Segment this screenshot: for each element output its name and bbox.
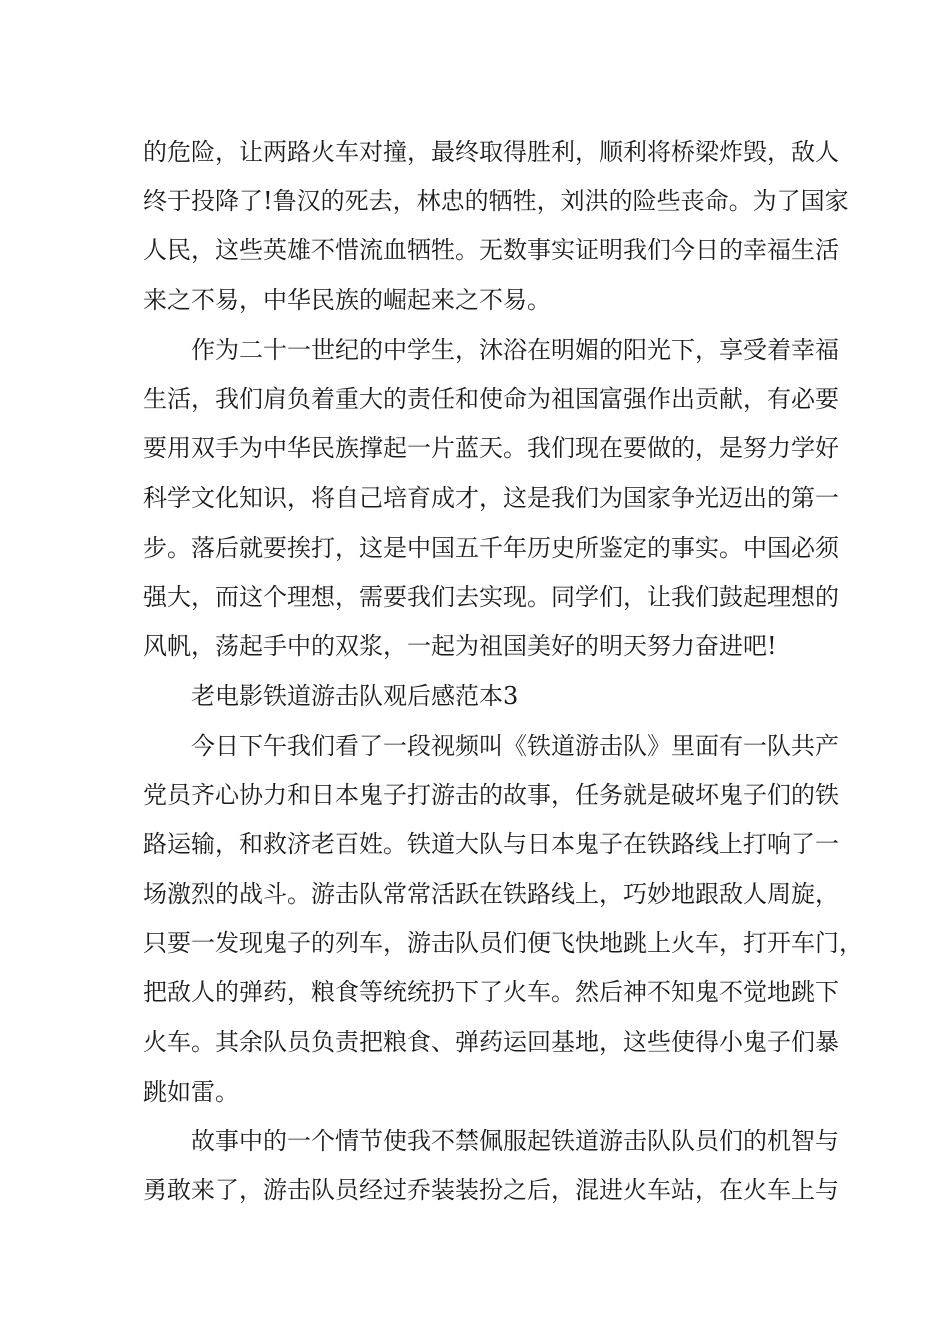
text-line: 科学文化知识，将自己培育成才，这是我们为国家争光迈出的第一 [143, 484, 839, 512]
text-line: 强大，而这个理想，需要我们去实现。同学们，让我们鼓起理想的 [143, 583, 839, 611]
text-line: 跳如雷。 [143, 1078, 239, 1106]
text-line: 终于投降了!鲁汉的死去，林忠的牺牲，刘洪的险些丧命。为了国家 [143, 187, 849, 215]
text-line: 场激烈的战斗。游击队常常活跃在铁路线上，巧妙地跟敌人周旋， [143, 880, 839, 908]
text-line: 风帆，荡起手中的双浆，一起为祖国美好的明天努力奋进吧! [143, 632, 777, 660]
paragraph-first-line: 作为二十一世纪的中学生，沐浴在明媚的阳光下，享受着幸福 [191, 336, 839, 364]
text-line: 把敌人的弹药，粮食等统统扔下了火车。然后神不知鬼不觉地跳下 [143, 978, 839, 1006]
text-line: 步。落后就要挨打，这是中国五千年历史所鉴定的事实。中国必须 [143, 534, 839, 562]
text-line: 人民，这些英雄不惜流血牺牲。无数事实证明我们今日的幸福生活 [143, 236, 839, 264]
text-line: 的危险，让两路火车对撞，最终取得胜利，顺利将桥梁炸毁，敌人 [143, 138, 839, 166]
text-line: 要用双手为中华民族撑起一片蓝天。我们现在要做的，是努力学好 [143, 434, 839, 462]
text-line: 生活，我们肩负着重大的责任和使命为祖国富强作出贡献，有必要 [143, 385, 839, 413]
paragraph-first-line: 今日下午我们看了一段视频叫《铁道游击队》里面有一队共产 [191, 732, 839, 760]
text-line: 来之不易，中华民族的崛起来之不易。 [143, 286, 551, 314]
section-heading: 老电影铁道游击队观后感范本3 [191, 682, 519, 710]
text-line: 路运输，和救济老百姓。铁道大队与日本鬼子在铁路线上打响了一 [143, 830, 839, 858]
text-line: 只要一发现鬼子的列车，游击队员们便飞快地跳上火车，打开车门， [143, 929, 863, 957]
text-line: 火车。其余队员负责把粮食、弹药运回基地，这些使得小鬼子们暴 [143, 1028, 839, 1056]
paragraph-first-line: 故事中的一个情节使我不禁佩服起铁道游击队队员们的机智与 [191, 1127, 839, 1155]
text-line: 党员齐心协力和日本鬼子打游击的故事，任务就是破坏鬼子们的铁 [143, 781, 839, 809]
text-line: 勇敢来了，游击队员经过乔装装扮之后，混进火车站，在火车上与 [143, 1176, 839, 1204]
